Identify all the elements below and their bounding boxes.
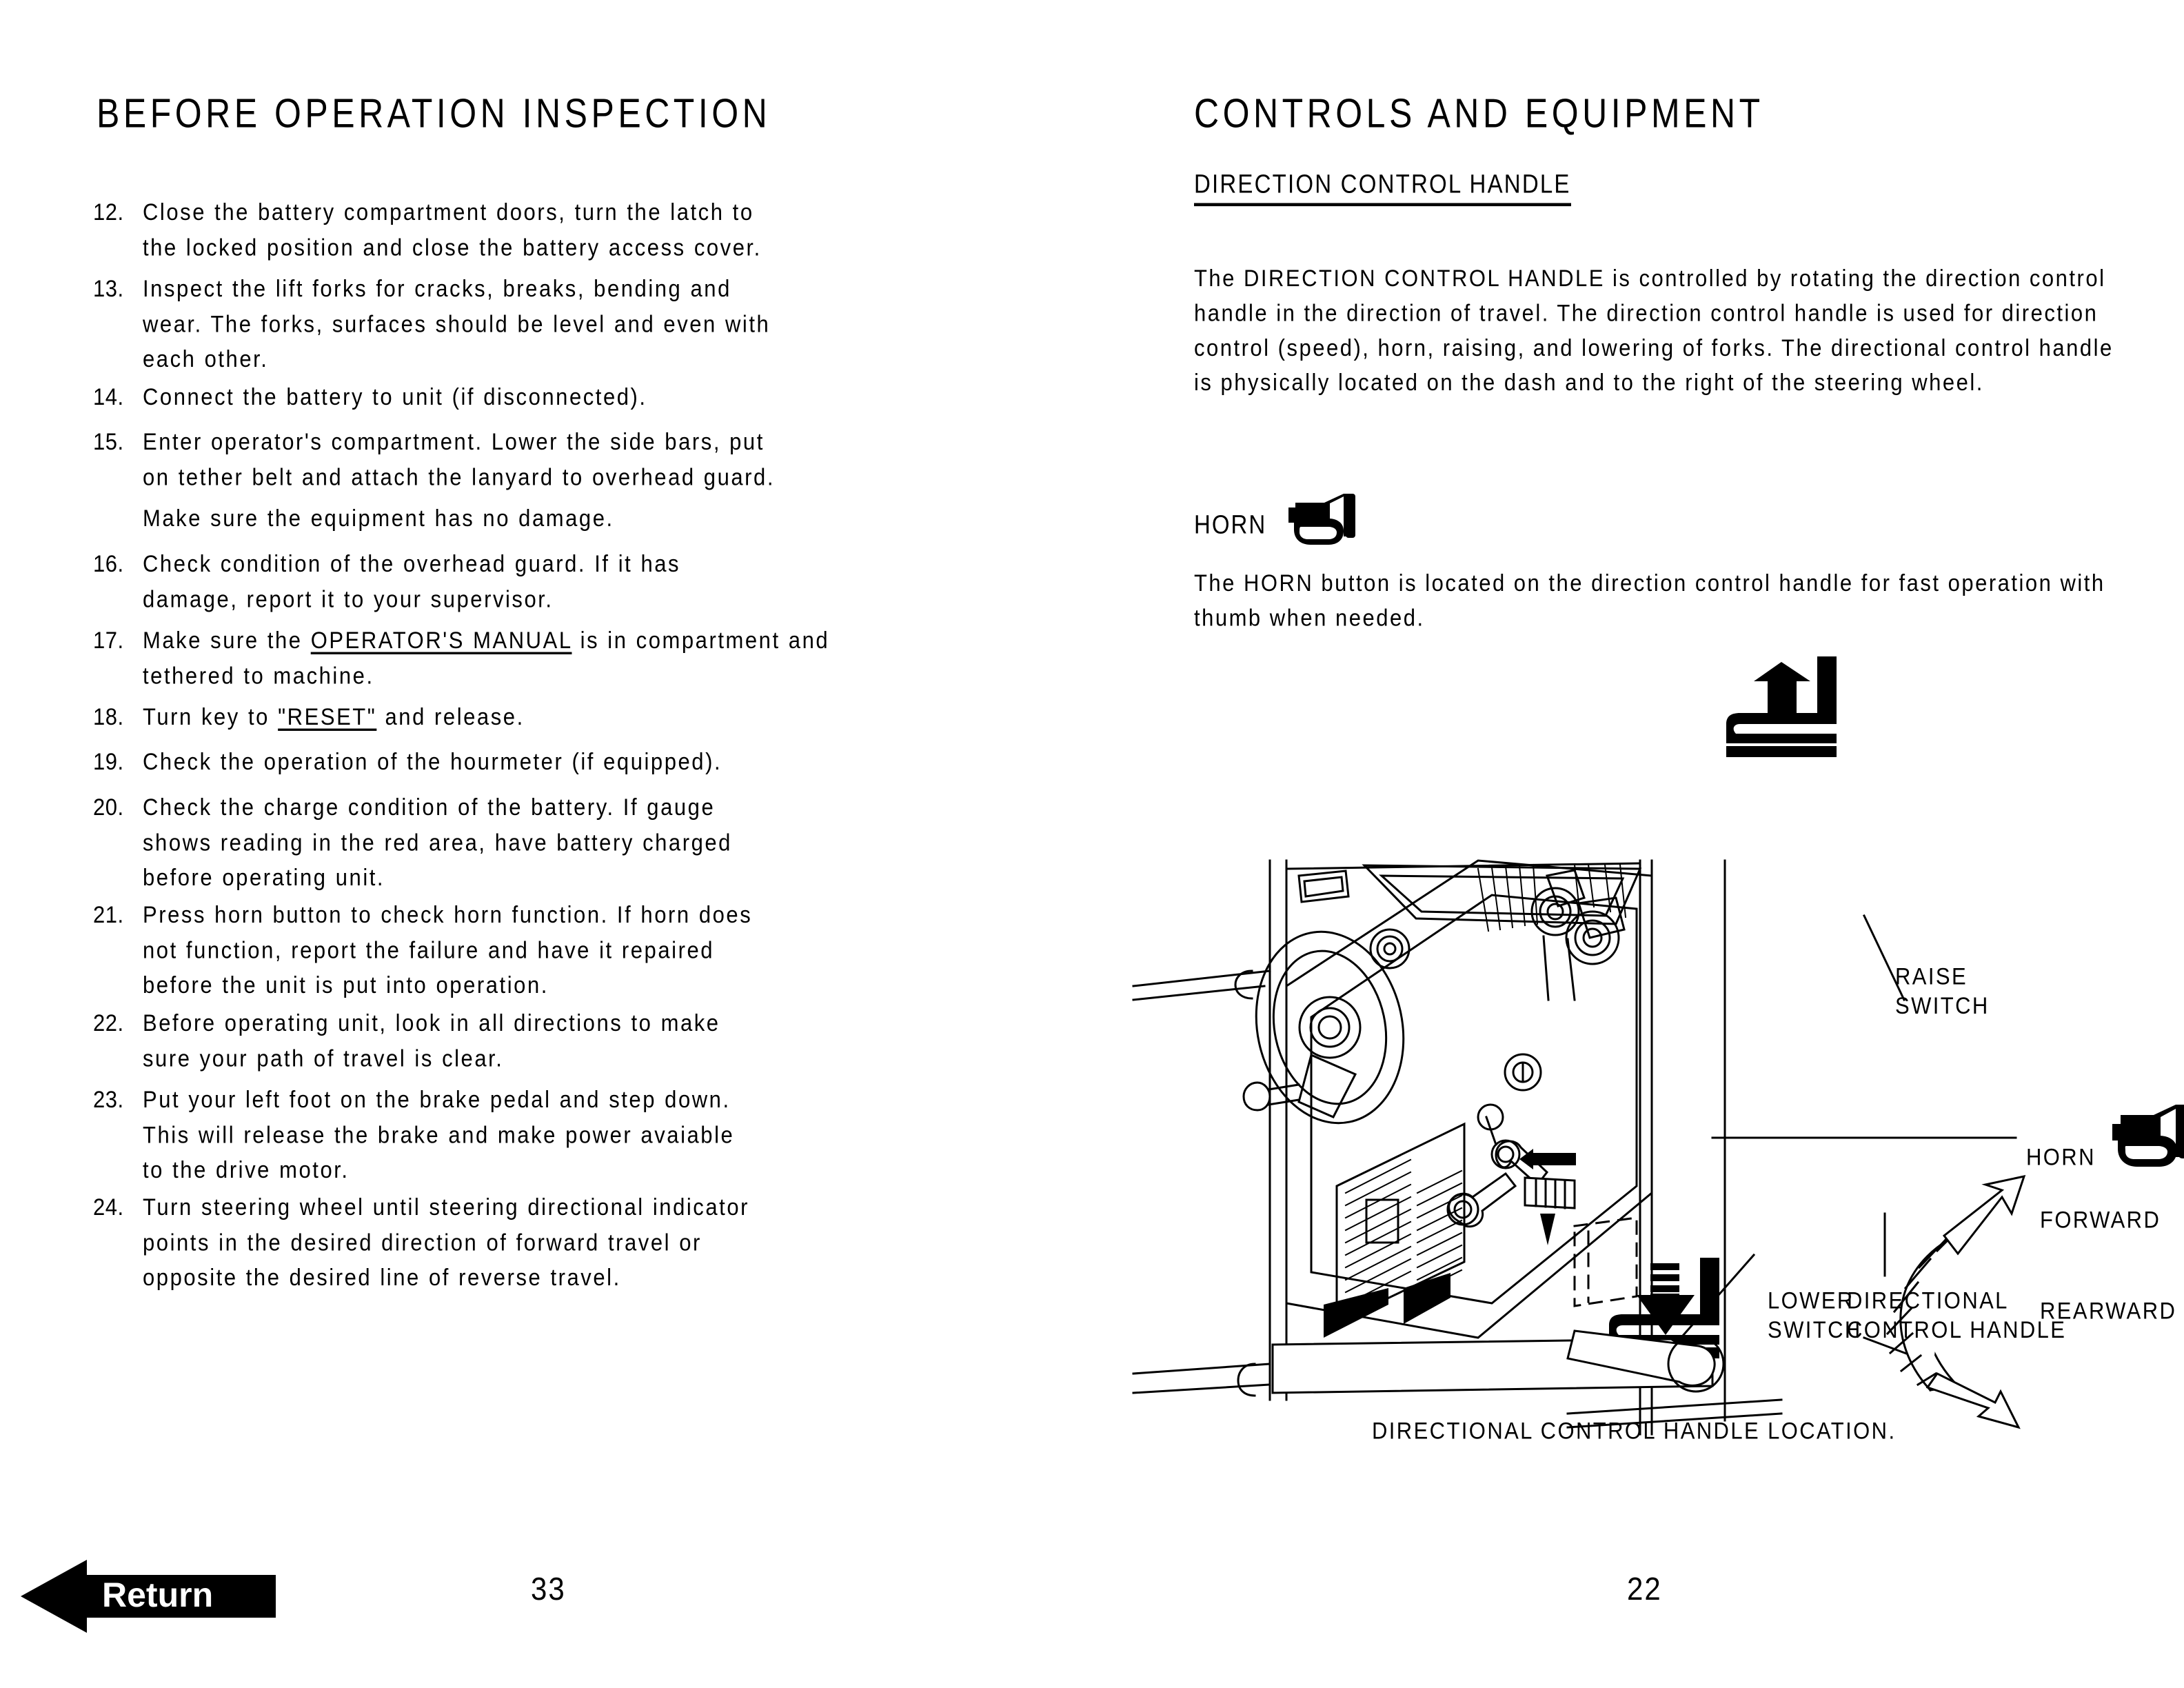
step-line: each other. (143, 345, 269, 372)
step-line: tethered to machine. (143, 661, 374, 689)
emphasized-term: "RESET" (278, 703, 377, 730)
step-line: Check the charge condition of the battery. If gauge (143, 793, 716, 821)
forward-label: FORWARD (2040, 1206, 2161, 1234)
step-line: on tether belt and attach the lanyard to overhead guard. (143, 463, 776, 490)
step-number: 21. (93, 901, 124, 928)
step-number: 17. (93, 626, 124, 654)
step-text (143, 271, 1010, 376)
right-page-number: 22 (1627, 1571, 1662, 1607)
step-line: not function, report the failure and have it repaired (143, 936, 715, 963)
lower-switch-label-line1: LOWER (1768, 1287, 1854, 1314)
left-page-number: 33 (531, 1571, 566, 1607)
step-line: wear. The forks, surfaces should be level and even with (143, 310, 771, 337)
step-line: sure your path of travel is clear. (143, 1044, 504, 1072)
raise-switch-icon (1726, 656, 1837, 757)
step-line: before the unit is put into operation. (143, 971, 549, 998)
lower-switch-label-line2: SWITCH (1768, 1316, 1862, 1343)
inspection-step (93, 699, 1010, 731)
inspection-step (93, 623, 1010, 689)
step-text (143, 501, 1010, 536)
inspection-step (93, 424, 1010, 490)
horn-label: HORN (1194, 509, 1267, 539)
step-text (143, 1082, 1010, 1187)
inspection-step (93, 379, 1010, 411)
step-text (143, 546, 1010, 616)
step-number: 23. (93, 1085, 124, 1113)
horn-icon (1280, 494, 1357, 551)
step-line: Connect the battery to unit (if disconnected). (143, 383, 647, 410)
diagram-caption: DIRECTIONAL CONTROL HANDLE LOCATION. (1372, 1417, 1897, 1445)
inspection-step (93, 744, 1010, 776)
inspection-step (93, 790, 1010, 891)
step-number: 12. (93, 198, 124, 225)
step-line: Turn steering wheel until steering directional indicator (143, 1193, 749, 1220)
step-line: Put your left foot on the brake pedal and step down. (143, 1085, 731, 1113)
directional-control-handle-diagram (1092, 641, 2184, 1441)
inspection-steps-list (93, 194, 1010, 1298)
step-line: damage, report it to your supervisor. (143, 585, 554, 612)
step-number: 22. (93, 1009, 124, 1036)
horn-paragraph: The HORN button is located on the direction control handle for fast operation with thumb when needed. (1194, 569, 2105, 632)
inspection-step (93, 501, 1010, 532)
step-text (143, 424, 1010, 494)
step-text (143, 1005, 1010, 1076)
horn-diagram-label: HORN (2026, 1143, 2096, 1171)
directional-label-line2: CONTROL HANDLE (1847, 1316, 2067, 1343)
inspection-step (93, 1189, 1010, 1291)
raise-switch-label-line2: SWITCH (1895, 992, 1990, 1019)
step-number: 13. (93, 274, 124, 302)
horn-icon-diagram (2112, 1105, 2184, 1167)
step-line: Check the operation of the hourmeter (if equipped). (143, 747, 722, 775)
step-line: Inspect the lift forks for cracks, breaks, bending and (143, 274, 731, 302)
step-text (143, 790, 1010, 895)
step-text (143, 744, 1010, 779)
step-line: points in the desired direction of forward travel or (143, 1228, 702, 1256)
direction-control-paragraph: The DIRECTION CONTROL HANDLE is controlled by rotating the direction control handle in the direction of travel. The direction control handle is used for direction control (speed), horn, raising, and lowering of forks. The directional control handle is physically located on the dash and to the right of the steering wheel. (1194, 264, 2114, 396)
step-text (143, 1189, 1010, 1295)
inspection-step (93, 271, 1010, 372)
step-text (143, 194, 1010, 265)
step-line: Enter operator's compartment. Lower the side bars, put (143, 428, 765, 455)
step-line: Turn key to "RESET" and release. (143, 703, 525, 730)
directional-label-line1: DIRECTIONAL (1847, 1287, 2009, 1314)
inspection-step (93, 1005, 1010, 1072)
step-text (143, 379, 1010, 414)
raise-switch-label (1895, 962, 1990, 1021)
step-line: the locked position and close the battery access cover. (143, 233, 762, 261)
step-line: Make sure the equipment has no damage. (143, 504, 614, 532)
step-line: Close the battery compartment doors, turn the latch to (143, 198, 754, 225)
step-line: Before operating unit, look in all directions to make (143, 1009, 720, 1036)
step-line: opposite the desired line of reverse travel. (143, 1263, 621, 1291)
step-line: before operating unit. (143, 863, 385, 891)
inspection-step (93, 194, 1010, 261)
direction-control-handle-subheading: DIRECTION CONTROL HANDLE (1194, 169, 1571, 206)
step-text (143, 699, 1010, 734)
step-number: 19. (93, 747, 124, 775)
step-line: Make sure the OPERATOR'S MANUAL is in compartment and (143, 626, 830, 654)
step-number: 24. (93, 1193, 124, 1220)
step-text (143, 897, 1010, 1003)
step-text (143, 623, 1010, 693)
return-button-label: Return (102, 1576, 214, 1614)
step-line: Press horn button to check horn function. If horn does (143, 901, 753, 928)
inspection-step (93, 546, 1010, 612)
emphasized-term: OPERATOR'S MANUAL (310, 626, 572, 654)
rearward-label: REARWARD (2040, 1297, 2177, 1325)
step-number: 20. (93, 793, 124, 821)
raise-switch-label-line1: RAISE (1895, 963, 1968, 990)
step-number: 16. (93, 550, 124, 577)
step-line: This will release the brake and make power avaiable (143, 1121, 735, 1148)
inspection-step (93, 897, 1010, 998)
return-button[interactable] (21, 1560, 276, 1633)
horn-heading-row (1194, 494, 1357, 551)
left-section-heading: BEFORE OPERATION INSPECTION (97, 90, 771, 137)
step-line: Check condition of the overhead guard. If it has (143, 550, 681, 577)
step-number: 14. (93, 383, 124, 410)
right-section-heading: CONTROLS AND EQUIPMENT (1194, 90, 1764, 137)
step-number: 18. (93, 703, 124, 730)
step-line: shows reading in the red area, have battery charged (143, 828, 732, 856)
step-line: to the drive motor. (143, 1156, 350, 1183)
directional-control-handle-label (1847, 1286, 2066, 1345)
step-number: 15. (93, 428, 124, 455)
inspection-step (93, 1082, 1010, 1183)
